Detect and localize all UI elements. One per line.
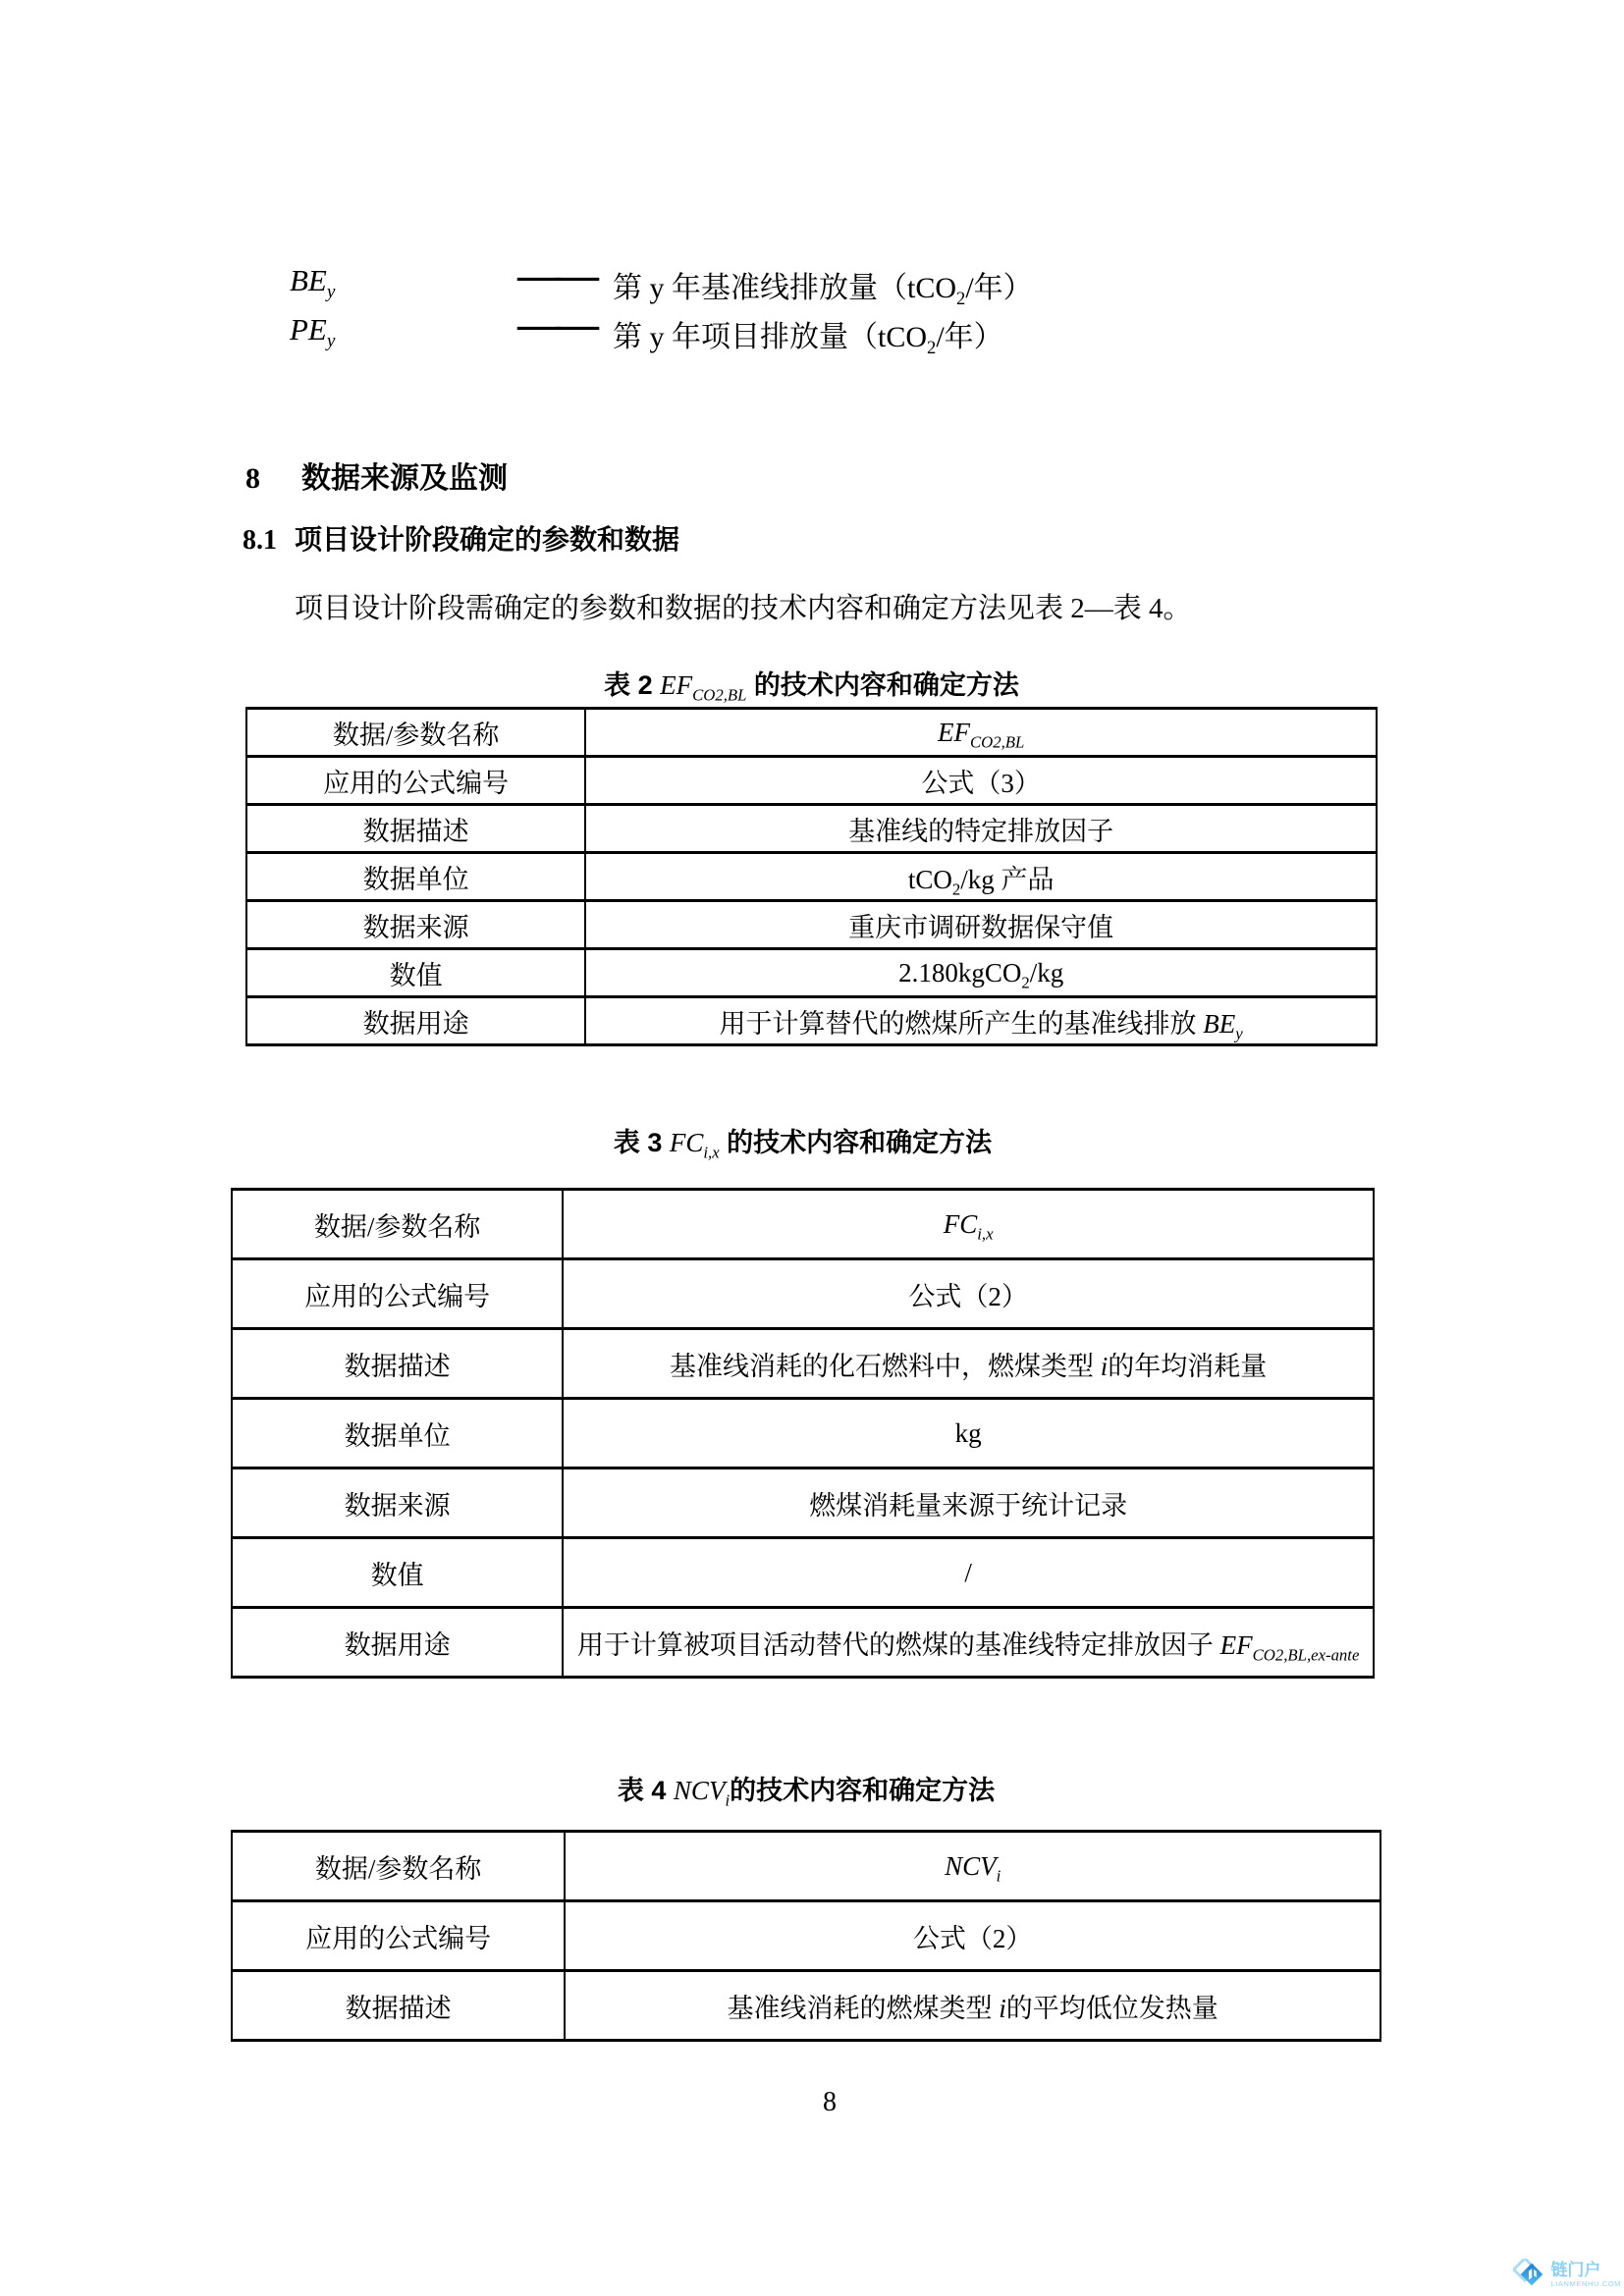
param-value: 公式（3） bbox=[585, 757, 1377, 805]
table-row bbox=[246, 901, 1377, 949]
param-label: 数值 bbox=[232, 1538, 563, 1608]
table-row bbox=[246, 997, 1377, 1045]
definition-dash: —— bbox=[517, 251, 594, 299]
param-value: 基准线消耗的化石燃料中，燃煤类型 i的年均消耗量 bbox=[563, 1329, 1374, 1399]
table-row bbox=[232, 1329, 1374, 1399]
param-label: 数值 bbox=[246, 949, 585, 997]
section-number: 8 bbox=[245, 462, 260, 495]
table-row bbox=[232, 1832, 1380, 1901]
param-label: 应用的公式编号 bbox=[232, 1901, 565, 1971]
watermark-name: 链门户 bbox=[1550, 2260, 1601, 2279]
table-row bbox=[246, 805, 1377, 853]
watermark-domain: LIANMENHU.COM bbox=[1550, 2278, 1621, 2288]
table-row bbox=[232, 1608, 1374, 1678]
table-4-ncvi bbox=[231, 1830, 1381, 2042]
param-label: 数据用途 bbox=[232, 1608, 563, 1678]
table-row bbox=[232, 1190, 1374, 1259]
param-label: 数据/参数名称 bbox=[246, 709, 585, 757]
param-label: 数据描述 bbox=[232, 1971, 565, 2041]
table-row bbox=[232, 1901, 1380, 1971]
param-label: 数据单位 bbox=[232, 1399, 563, 1468]
param-label: 数据单位 bbox=[246, 853, 585, 901]
section-8-1-heading bbox=[243, 518, 679, 558]
param-value: kg bbox=[563, 1399, 1374, 1468]
page-number: 8 bbox=[823, 2087, 837, 2117]
watermark bbox=[1513, 2259, 1621, 2290]
section-number: 8.1 bbox=[243, 525, 277, 556]
table-row bbox=[232, 1468, 1374, 1538]
section-title: 数据来源及监测 bbox=[301, 462, 508, 495]
definition-pey bbox=[0, 300, 1624, 359]
table-row bbox=[232, 1971, 1380, 2041]
section-8-heading bbox=[245, 454, 508, 497]
param-label: 数据描述 bbox=[246, 805, 585, 853]
param-value: 基准线的特定排放因子 bbox=[585, 805, 1377, 853]
param-value: 用于计算被项目活动替代的燃煤的基准线特定排放因子 $EF_{CO2,BL,ex-ante}$ bbox=[563, 1608, 1374, 1678]
param-label: 数据描述 bbox=[232, 1329, 563, 1399]
table-row bbox=[246, 709, 1377, 757]
table-row bbox=[232, 1538, 1374, 1608]
param-label: 数据/参数名称 bbox=[232, 1832, 565, 1901]
table-row bbox=[246, 757, 1377, 805]
table-row bbox=[232, 1259, 1374, 1329]
param-value: 2.180kgCO$_2$/kg bbox=[585, 949, 1377, 997]
table-3-title: 表 3 $FC_{i,x}$ 的技术内容和确定方法 bbox=[613, 1128, 993, 1162]
table-row bbox=[246, 949, 1377, 997]
param-value: 用于计算替代的燃煤所产生的基准线排放 $BE_y$ bbox=[585, 997, 1377, 1045]
param-value: / bbox=[563, 1538, 1374, 1608]
param-value: 燃煤消耗量来源于统计记录 bbox=[563, 1468, 1374, 1538]
intro-paragraph: 项目设计阶段需确定的参数和数据的技术内容和确定方法见表 2—表 4。 bbox=[295, 593, 1192, 624]
param-value: 公式（2） bbox=[565, 1901, 1380, 1971]
param-value: 基准线消耗的燃煤类型 i的平均低位发热量 bbox=[565, 1971, 1380, 2041]
param-label: 数据来源 bbox=[246, 901, 585, 949]
table-2-ef-co2-bl bbox=[245, 707, 1378, 1046]
param-value: tCO$_2$/kg 产品 bbox=[585, 853, 1377, 901]
param-value: $FC_{i,x}$ bbox=[563, 1190, 1374, 1259]
definition-dash: —— bbox=[517, 300, 594, 348]
table-row bbox=[232, 1399, 1374, 1468]
watermark-text bbox=[1550, 2262, 1621, 2288]
section-title: 项目设计阶段确定的参数和数据 bbox=[295, 524, 680, 555]
definition-description: 第 y 年基准线排放量（tCO$_2$/年） bbox=[613, 272, 1033, 309]
table-4-title: 表 4 $NCV_i$的技术内容和确定方法 bbox=[617, 1776, 996, 1810]
param-label: 数据用途 bbox=[246, 997, 585, 1045]
param-label: 数据来源 bbox=[232, 1468, 563, 1538]
lianmenhu-logo-icon bbox=[1513, 2259, 1546, 2290]
param-label: 应用的公式编号 bbox=[232, 1259, 563, 1329]
table-row bbox=[246, 853, 1377, 901]
definition-description: 第 y 年项目排放量（tCO$_2$/年） bbox=[613, 321, 1003, 358]
definition-bey bbox=[0, 251, 1624, 310]
param-value: 公式（2） bbox=[563, 1259, 1374, 1329]
param-value: $EF_{CO2,BL}$ bbox=[585, 709, 1377, 757]
param-value: $NCV_i$ bbox=[565, 1832, 1380, 1901]
table-2-title: 表 2 $EF_{CO2,BL}$ 的技术内容和确定方法 bbox=[604, 670, 1019, 705]
table-3-fc-ix bbox=[231, 1188, 1375, 1679]
symbol-bey: $BE_y$ bbox=[290, 263, 336, 303]
param-label: 应用的公式编号 bbox=[246, 757, 585, 805]
param-label: 数据/参数名称 bbox=[232, 1190, 563, 1259]
symbol-pey: $PE_y$ bbox=[290, 312, 336, 352]
param-value: 重庆市调研数据保守值 bbox=[585, 901, 1377, 949]
